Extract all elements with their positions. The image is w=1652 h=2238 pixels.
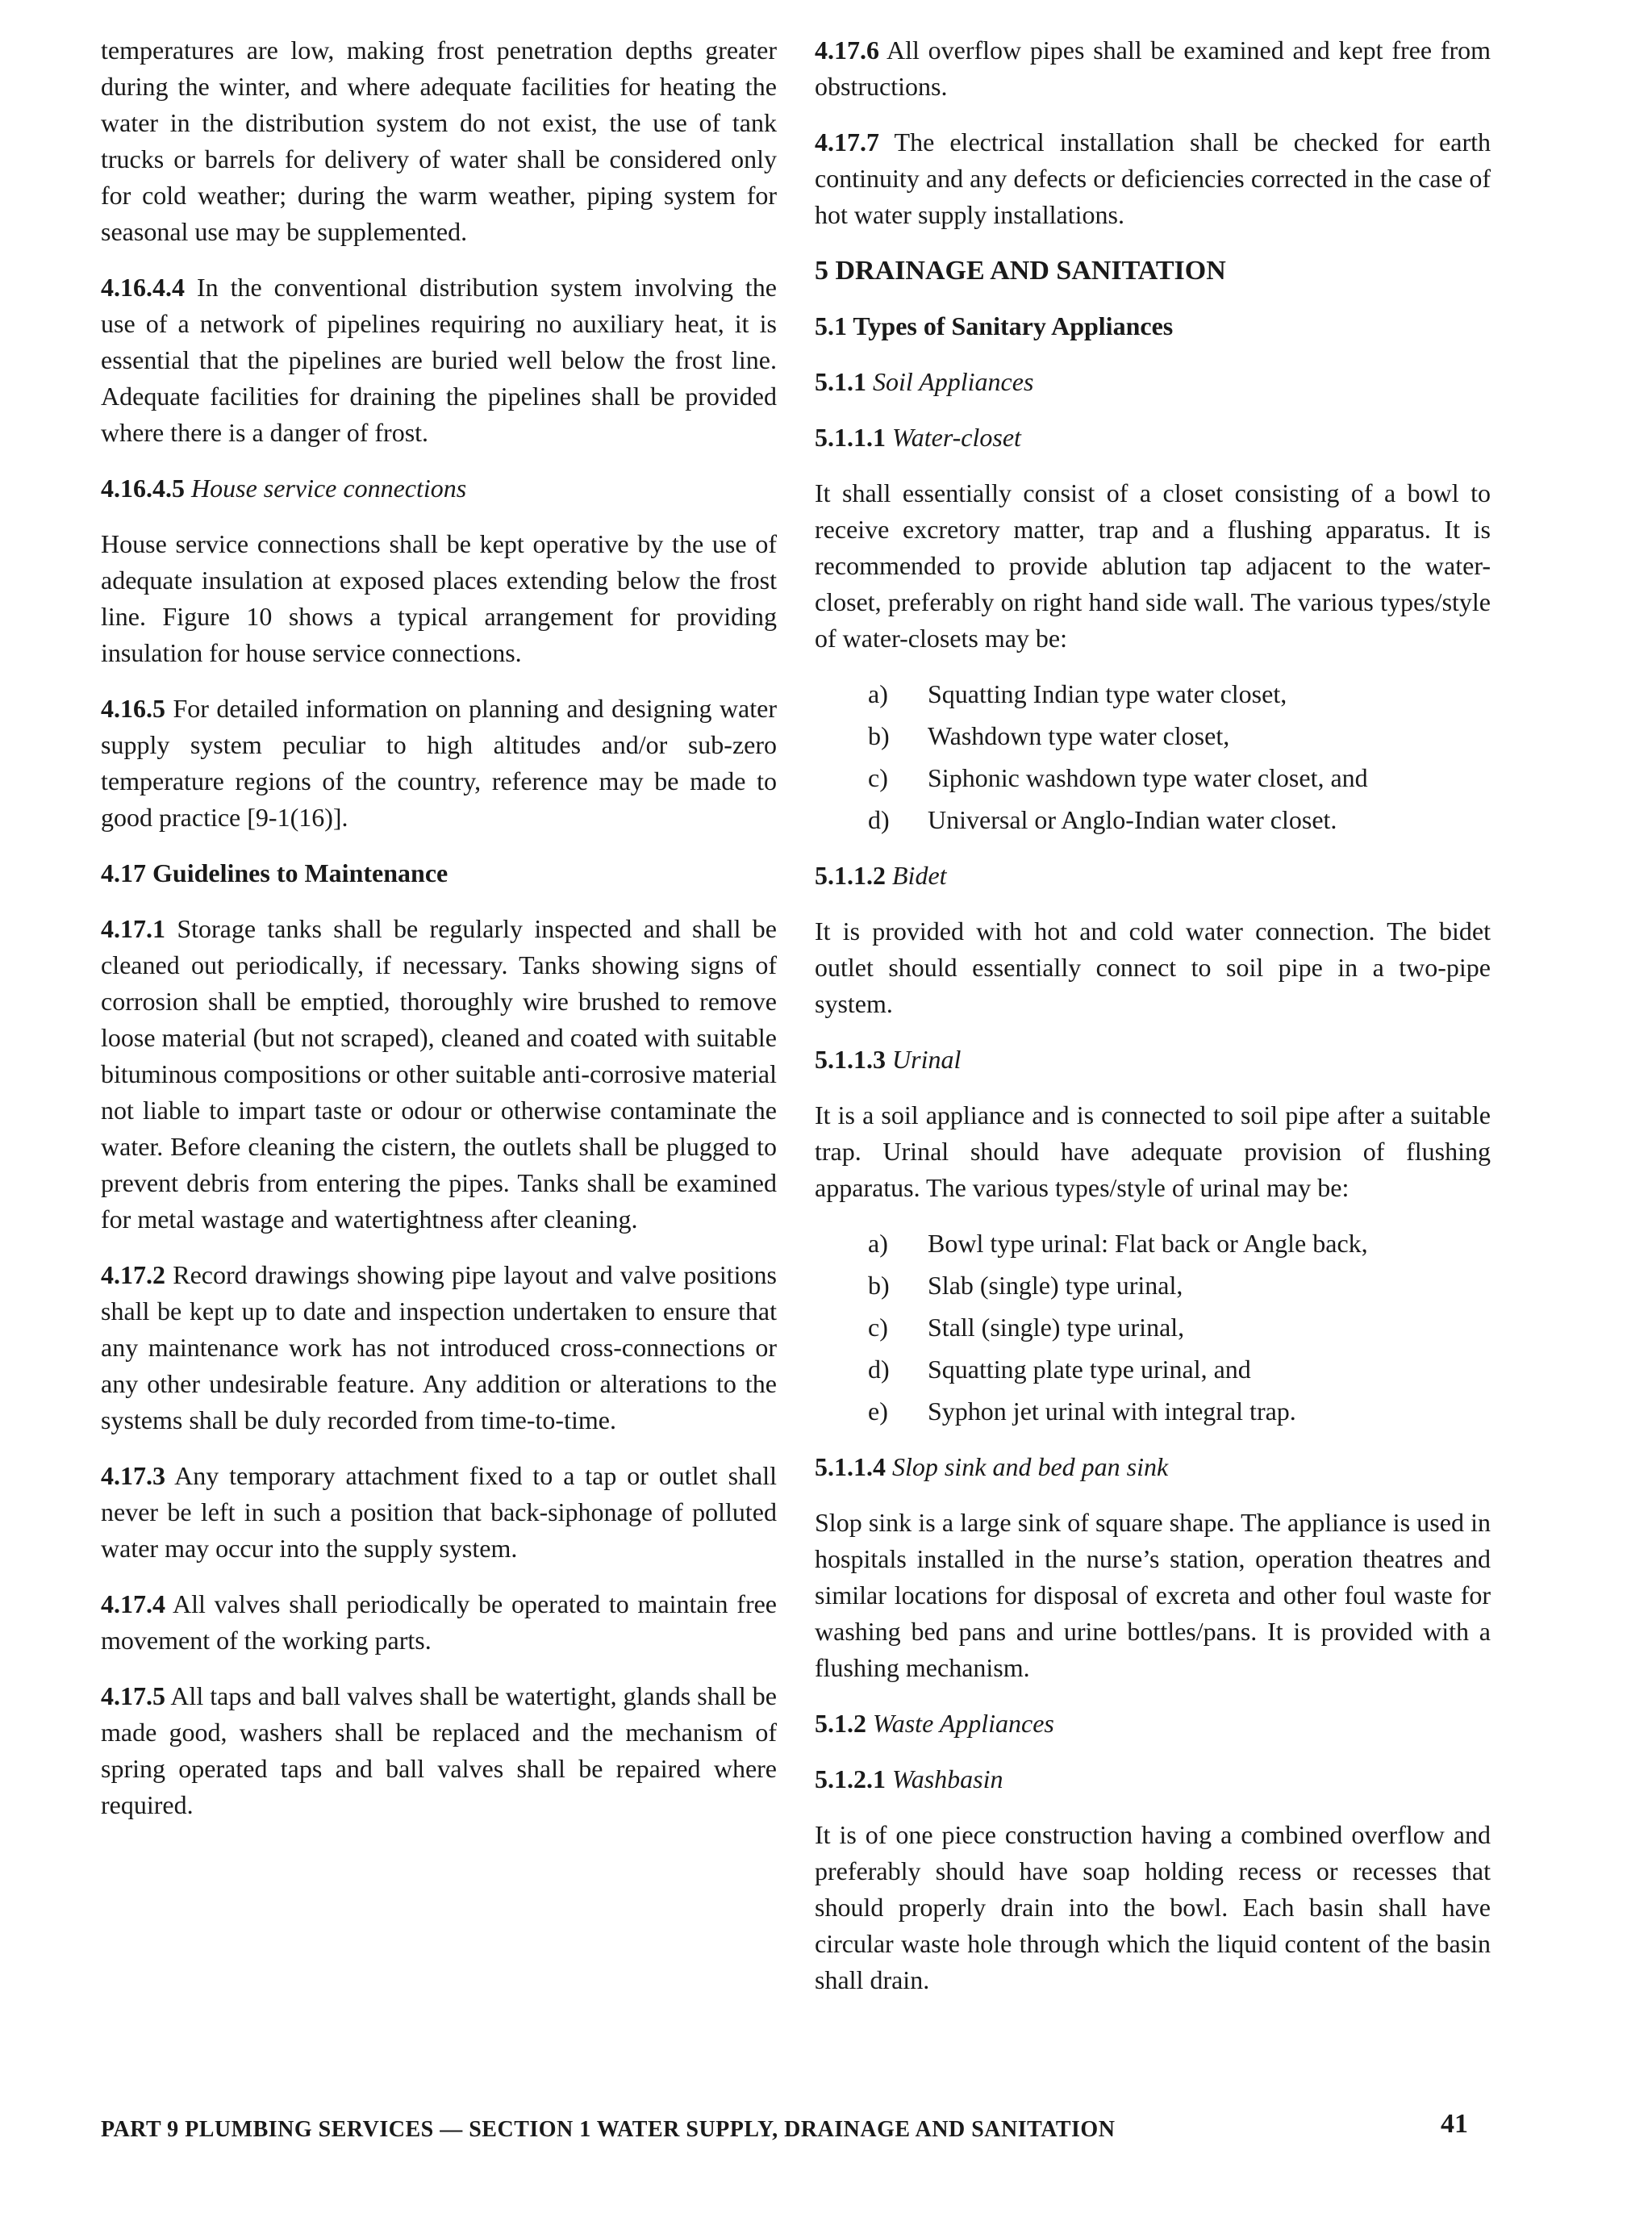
clause-number: 4.17.6 xyxy=(815,35,879,65)
clause-title: Bidet xyxy=(892,861,947,890)
list-item: c) Stall (single) type urinal, xyxy=(868,1313,1185,1342)
list-item: a) Squatting Indian type water closet, xyxy=(868,679,1287,708)
clause-number: 5.1.1.2 xyxy=(815,861,886,890)
clause-5-1-2-1-text: It is of one piece construction having a combined overflow and preferably should have soap holding recess or recesses that should properly drain into the bowl. Each basin shall have circular waste hole through which the liquid content of the basin shall drain. xyxy=(815,1820,1491,1994)
clause-number: 4.17.7 xyxy=(815,127,879,157)
page-number: 41 xyxy=(1441,2109,1468,2139)
clause-number: 5.1.2 xyxy=(815,1709,866,1738)
clause-text: For detailed information on planning and designing water supply system peculiar to high altitudes and/or sub-zero temperature regions of the country, reference may be made to good practice [9-1(16)]. xyxy=(101,694,777,832)
clause-number: 4.17.1 xyxy=(101,914,165,943)
clause-4-17-5 xyxy=(101,1678,777,1823)
clause-number: 4.16.4.5 xyxy=(101,474,185,503)
clause-5-1-1-2-heading xyxy=(815,858,1491,894)
clause-5-1-2-1-heading xyxy=(815,1761,1491,1797)
left-column xyxy=(101,32,777,1843)
clause-number: 5.1.1.1 xyxy=(815,423,886,452)
heading-4-17: 4.17 Guidelines to Maintenance xyxy=(101,858,448,887)
clause-number: 5.1.1.3 xyxy=(815,1045,886,1074)
list-item: d) Squatting plate type urinal, and xyxy=(868,1355,1251,1384)
list-item: a) Bowl type urinal: Flat back or Angle back, xyxy=(868,1229,1368,1258)
clause-title: Water-closet xyxy=(892,423,1021,452)
clause-number: 4.17.4 xyxy=(101,1589,165,1618)
clause-number: 4.16.5 xyxy=(101,694,165,723)
clause-5-1-1-2-text: It is provided with hot and cold water connection. The bidet outlet should essentially connect to soil pipe in a two-pipe system. xyxy=(815,916,1491,1018)
clause-5-1-2-heading xyxy=(815,1706,1491,1742)
clause-5-1-1-3-text: It is a soil appliance and is connected to soil pipe after a suitable trap. Urinal should have adequate provision of flushing apparatus. The various types/style of urinal may be: xyxy=(815,1100,1491,1202)
list-item: c) Siphonic washdown type water closet, and xyxy=(868,763,1368,792)
clause-number: 4.17.2 xyxy=(101,1260,165,1289)
clause-5-1-1-heading xyxy=(815,364,1491,400)
clause-4-16-5 xyxy=(101,691,777,836)
clause-text: All taps and ball valves shall be watertight, glands shall be made good, washers shall be replaced and the mechanism of spring operated taps and ball valves shall be repaired where required. xyxy=(101,1681,778,1819)
paragraph-continuation: temperatures are low, making frost penetration depths greater during the winter, and where adequate facilities for heating the water in the distribution system do not exist, the use of tank trucks or barrels for delivery of water shall be considered only for cold weather; during the warm weather, piping system for seasonal use may be supplemented. xyxy=(101,35,777,246)
clause-text: Any temporary attachment fixed to a tap or outlet shall never be left in such a position that back-siphonage of polluted water may occur into the supply system. xyxy=(101,1461,778,1563)
list-item: b) Slab (single) type urinal, xyxy=(868,1271,1183,1300)
clause-4-16-4-5-text: House service connections shall be kept operative by the use of adequate insulation at exposed places extending below the frost line. Figure 10 shows a typical arrangement for providing insulation for house service connections. xyxy=(101,529,777,667)
clause-4-17-1 xyxy=(101,911,777,1238)
clause-title: Waste Appliances xyxy=(873,1709,1054,1738)
clause-4-17-6 xyxy=(815,32,1491,105)
clause-text: All valves shall periodically be operated to maintain free movement of the working parts. xyxy=(101,1589,778,1655)
clause-number: 4.17.3 xyxy=(101,1461,165,1490)
clause-4-17-4 xyxy=(101,1586,777,1659)
clause-5-1-1-4-text: Slop sink is a large sink of square shape. The appliance is used in hospitals installed in the nurse’s station, operation theatres and similar locations for disposal of excreta and other foul waste for washing bed pans and urine bottles/pans. It is provided with a flushing mechanism. xyxy=(815,1508,1491,1682)
section-5-heading: 5 DRAINAGE AND SANITATION xyxy=(815,256,1226,286)
clause-title: Slop sink and bed pan sink xyxy=(892,1452,1169,1481)
clause-number: 5.1.1 xyxy=(815,367,866,396)
clause-title: Washbasin xyxy=(892,1764,1003,1793)
section-5-1-heading: 5.1 Types of Sanitary Appliances xyxy=(815,311,1174,340)
right-column xyxy=(815,32,1491,2018)
clause-text: The electrical installation shall be checked for earth continuity and any defects or deficiencies corrected in the case of hot water supply installations. xyxy=(815,127,1491,229)
clause-5-1-1-1-text: It shall essentially consist of a closet consisting of a bowl to receive excretory matter, trap and a flushing apparatus. It is recommended to provide ablution tap adjacent to the water-closet, preferably on right hand side wall. The various types/style of water-closets may be: xyxy=(815,478,1491,653)
clause-number: 4.16.4.4 xyxy=(101,273,185,302)
clause-text: In the conventional distribution system involving the use of a network of pipelines requiring no auxiliary heat, it is essential that the pipelines are buried well below the frost line. Adequate facilities for draining the pipelines shall be provided where there is a danger of frost. xyxy=(101,273,778,447)
clause-text: Record drawings showing pipe layout and valve positions shall be kept up to date and inspection undertaken to ensure that any maintenance work has not introduced cross-connections or any other undesirable feature. Any addition or alterations to the systems shall be duly recorded from time-to-time. xyxy=(101,1260,778,1434)
clause-number: 5.1.1.4 xyxy=(815,1452,886,1481)
clause-5-1-1-4-heading xyxy=(815,1449,1491,1485)
clause-number: 5.1.2.1 xyxy=(815,1764,886,1793)
clause-4-17-3 xyxy=(101,1458,777,1567)
list-item: b) Washdown type water closet, xyxy=(868,721,1230,750)
urinal-types-list xyxy=(815,1225,1491,1430)
clause-4-16-4-4 xyxy=(101,269,777,451)
water-closet-types-list xyxy=(815,676,1491,838)
clause-4-16-4-5-heading xyxy=(101,470,777,507)
list-item: d) Universal or Anglo-Indian water closet. xyxy=(868,805,1337,834)
clause-4-17-2 xyxy=(101,1257,777,1438)
clause-title: Urinal xyxy=(892,1045,962,1074)
clause-5-1-1-1-heading xyxy=(815,420,1491,456)
clause-title: House service connections xyxy=(191,474,467,503)
clause-text: Storage tanks shall be regularly inspected and shall be cleaned out periodically, if necessary. Tanks showing signs of corrosion shall be emptied, thoroughly wire brushed to remove loose material (but not scraped), cleaned and coated with suitable bituminous compositions or other suitable anti-corrosive material not liable to impart taste or odour or otherwise contaminate the water. Before cleaning the cistern, the outlets shall be plugged to prevent debris from entering the pipes. Tanks shall be examined for metal wastage and watertightness after cleaning. xyxy=(101,914,778,1234)
page-footer: PART 9 PLUMBING SERVICES — SECTION 1 WATER SUPPLY, DRAINAGE AND SANITATION xyxy=(101,2117,1116,2142)
clause-4-17-7 xyxy=(815,124,1491,233)
clause-title: Soil Appliances xyxy=(873,367,1034,396)
clause-number: 4.17.5 xyxy=(101,1681,165,1710)
list-item: e) Syphon jet urinal with integral trap. xyxy=(868,1397,1296,1426)
clause-text: All overflow pipes shall be examined and kept free from obstructions. xyxy=(815,35,1491,101)
clause-5-1-1-3-heading xyxy=(815,1042,1491,1078)
